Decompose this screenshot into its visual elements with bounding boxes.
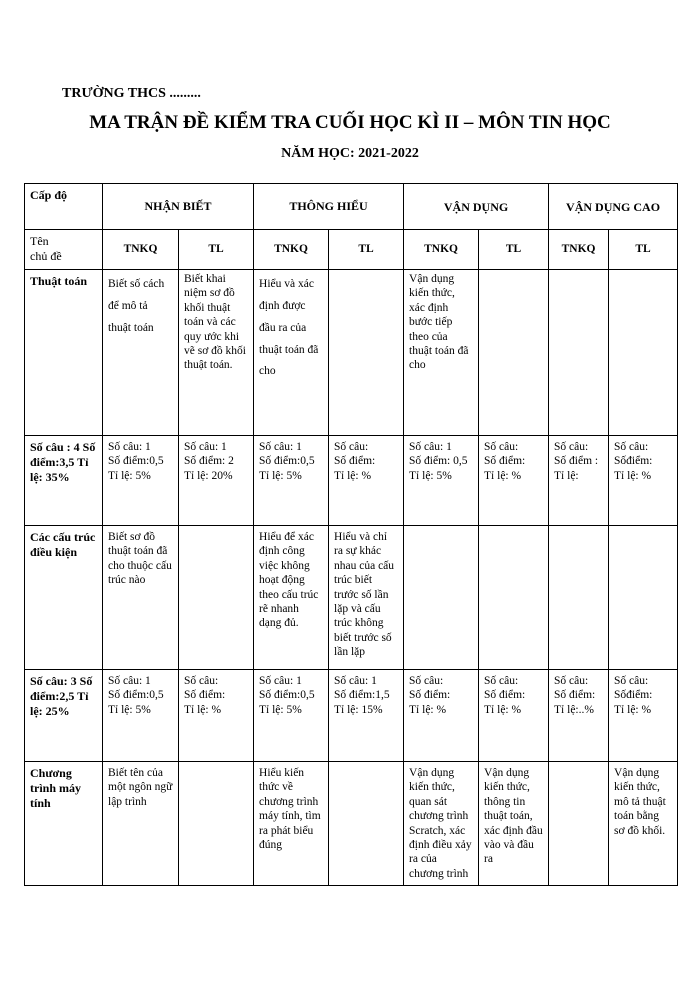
stat-so-cau: Số câu: bbox=[554, 675, 589, 687]
content-cell bbox=[549, 526, 609, 670]
stat-so-diem: Số điểm: 2 bbox=[184, 455, 234, 468]
summary-ti-le: Tỉ lệ: 35% bbox=[30, 455, 89, 484]
stat-so-diem: Số điểm:1,5 bbox=[334, 689, 390, 702]
stat-ti-le: Tỉ lệ: 20% bbox=[184, 469, 233, 482]
content-cell: Biết số cách để mô tả thuật toán bbox=[103, 270, 179, 436]
content-cell: Hiểu kiến thức về chương trình máy tính, tìm ra phát biểu đúng bbox=[254, 762, 329, 886]
stat-so-diem: Số điểm : bbox=[554, 455, 599, 468]
subcol-tnkq: TNKQ bbox=[404, 230, 479, 270]
header-row-levels bbox=[25, 184, 678, 230]
ten-chu-de-label bbox=[25, 230, 103, 270]
stat-so-cau: Số câu: bbox=[614, 675, 649, 687]
stat-cell bbox=[609, 436, 678, 526]
stat-ti-le: Tỉ lệ: 5% bbox=[108, 703, 151, 716]
content-cell: Hiểu để xác định công việc không hoạt động theo cấu trúc rẽ nhanh dạng đủ. bbox=[254, 526, 329, 670]
stat-cell bbox=[179, 670, 254, 762]
subcol-tl: TL bbox=[179, 230, 254, 270]
content-cell bbox=[329, 762, 404, 886]
stat-so-cau: Số câu: bbox=[334, 441, 369, 453]
stat-cell bbox=[479, 436, 549, 526]
stat-ti-le: Tỉ lệ: 5% bbox=[259, 469, 302, 482]
content-cell: Vận dụng kiến thức, xác định bước tiếp theo của thuật toán đã cho bbox=[404, 270, 479, 436]
stat-cell bbox=[329, 436, 404, 526]
content-cell bbox=[549, 762, 609, 886]
stat-so-diem: Số điểm: 0,5 bbox=[409, 455, 468, 468]
topic-summary bbox=[25, 670, 103, 762]
subcol-tl: TL bbox=[609, 230, 678, 270]
stat-so-diem: Số điểm:0,5 bbox=[259, 689, 315, 702]
content-cell: Vận dụng kiến thức, quan sát chương trình Scratch, xác định điều xảy ra của chương trình bbox=[404, 762, 479, 886]
content-cell bbox=[179, 526, 254, 670]
stat-cell bbox=[254, 670, 329, 762]
stat-so-diem: Số điểm:0,5 bbox=[108, 455, 164, 468]
topic-summary bbox=[25, 436, 103, 526]
ten-label: Tên bbox=[30, 234, 49, 248]
topic-name: Thuật toán bbox=[25, 270, 103, 436]
content-cell bbox=[609, 270, 678, 436]
content-cell bbox=[479, 526, 549, 670]
content-cell bbox=[549, 270, 609, 436]
school-name: TRƯỜNG THCS ......... bbox=[62, 86, 201, 101]
content-cell bbox=[329, 270, 404, 436]
summary-so-cau: Số câu: 3 bbox=[30, 674, 77, 688]
document-title: MA TRẬN ĐỀ KIỂM TRA CUỐI HỌC KÌ II – MÔN TIN HỌC bbox=[89, 112, 611, 133]
stat-cell bbox=[609, 670, 678, 762]
level-thong-hieu: THÔNG HIỂU bbox=[254, 184, 404, 230]
stat-so-cau: Số câu: 1 bbox=[108, 675, 151, 687]
content-cell bbox=[479, 270, 549, 436]
stat-cell bbox=[329, 670, 404, 762]
stat-so-diem: Sốđiểm: bbox=[614, 455, 653, 468]
stat-so-cau: Số câu: 1 bbox=[108, 441, 151, 453]
level-van-dung-cao: VẬN DỤNG CAO bbox=[549, 184, 678, 230]
chu-de-label: chủ đề bbox=[30, 249, 62, 263]
stat-so-cau: Số câu: bbox=[484, 675, 519, 687]
stat-ti-le: Tỉ lệ: % bbox=[484, 703, 522, 716]
exam-matrix-table bbox=[24, 183, 678, 886]
level-van-dung: VẬN DỤNG bbox=[404, 184, 549, 230]
stat-cell bbox=[549, 670, 609, 762]
stat-ti-le: Tỉ lệ: % bbox=[409, 703, 447, 716]
stat-so-cau: Số câu: bbox=[614, 441, 649, 453]
stat-so-cau: Số câu: bbox=[554, 441, 589, 453]
stat-ti-le: Tỉ lệ: % bbox=[614, 469, 652, 482]
stat-ti-le: Tỉ lệ: % bbox=[484, 469, 522, 482]
topic-name: Chương trình máy tính bbox=[25, 762, 103, 886]
summary-so-diem: Số điểm:2,5 bbox=[30, 674, 93, 703]
stat-cell bbox=[404, 436, 479, 526]
stat-ti-le: Tỉ lệ:..% bbox=[554, 703, 594, 716]
stat-so-diem: Sốđiểm: bbox=[614, 689, 653, 702]
topic-name: Các cấu trúc điều kiện bbox=[25, 526, 103, 670]
stat-so-diem: Số điểm: bbox=[184, 689, 226, 702]
stat-cell bbox=[404, 670, 479, 762]
stat-so-diem: Số điểm: bbox=[484, 455, 526, 468]
stat-cell bbox=[103, 670, 179, 762]
stat-so-cau: Số câu: 1 bbox=[409, 441, 452, 453]
stat-so-diem: Số điểm:0,5 bbox=[108, 689, 164, 702]
stat-ti-le: Tỉ lệ: % bbox=[334, 469, 372, 482]
stats-row-cau-truc-dieu-kien bbox=[25, 670, 678, 762]
summary-ti-le: Tỉ lệ: 25% bbox=[30, 689, 89, 718]
level-nhan-biet: NHẬN BIẾT bbox=[103, 184, 254, 230]
stat-so-diem: Số điểm: bbox=[554, 689, 596, 702]
stat-ti-le: Tỉ lệ: 5% bbox=[409, 469, 452, 482]
topic-row-chuong-trinh-may-tinh bbox=[25, 762, 678, 886]
stat-so-cau: Số câu: 1 bbox=[334, 675, 377, 687]
stat-cell bbox=[479, 670, 549, 762]
summary-so-diem: Số điểm:3,5 bbox=[30, 440, 96, 469]
stat-so-diem: Số điểm: bbox=[484, 689, 526, 702]
content-cell: Vận dụng kiến thức, mô tả thuật toán bằng sơ đồ khối. bbox=[609, 762, 678, 886]
stat-so-cau: Số câu: bbox=[409, 675, 444, 687]
content-cell: Biết khai niệm sơ đồ khối thuật toán và các quy ước khi vẽ sơ đồ khối thuật toán. bbox=[179, 270, 254, 436]
stat-cell bbox=[179, 436, 254, 526]
stat-so-diem: Số điểm: bbox=[334, 455, 376, 468]
stat-so-cau: Số câu: bbox=[184, 675, 219, 687]
stat-so-cau: Số câu: 1 bbox=[184, 441, 227, 453]
content-cell bbox=[609, 526, 678, 670]
stat-ti-le: Tỉ lệ: bbox=[554, 469, 579, 482]
stat-ti-le: Tỉ lệ: % bbox=[184, 703, 222, 716]
stat-ti-le: Tỉ lệ: 15% bbox=[334, 703, 383, 716]
content-cell bbox=[179, 762, 254, 886]
cap-do-label: Cấp độ bbox=[25, 184, 103, 230]
topic-row-thuat-toan bbox=[25, 270, 678, 436]
summary-so-cau: Số câu : 4 bbox=[30, 440, 80, 454]
stat-cell bbox=[103, 436, 179, 526]
subcol-tnkq: TNKQ bbox=[254, 230, 329, 270]
stat-so-diem: Số điểm:0,5 bbox=[259, 455, 315, 468]
stat-so-diem: Số điểm: bbox=[409, 689, 451, 702]
content-cell: Vận dụng kiến thức, thông tin thuật toán, xác định đầu vào và đầu ra bbox=[479, 762, 549, 886]
stats-row-thuat-toan bbox=[25, 436, 678, 526]
subcol-tl: TL bbox=[329, 230, 404, 270]
stat-so-cau: Số câu: 1 bbox=[259, 675, 302, 687]
stat-so-cau: Số câu: 1 bbox=[259, 441, 302, 453]
stat-ti-le: Tỉ lệ: 5% bbox=[259, 703, 302, 716]
stat-cell bbox=[549, 436, 609, 526]
content-cell: Hiểu và chỉ ra sự khác nhau của cấu trúc biết trước số lần lặp và cấu trúc không biết trước số lần lặp bbox=[329, 526, 404, 670]
stat-ti-le: Tỉ lệ: % bbox=[614, 703, 652, 716]
topic-row-cau-truc-dieu-kien bbox=[25, 526, 678, 670]
subcol-tnkq: TNKQ bbox=[103, 230, 179, 270]
school-year: NĂM HỌC: 2021-2022 bbox=[281, 146, 419, 161]
content-cell: Hiểu và xác định được đầu ra của thuật toán đã cho bbox=[254, 270, 329, 436]
stat-cell bbox=[254, 436, 329, 526]
stat-ti-le: Tỉ lệ: 5% bbox=[108, 469, 151, 482]
stat-so-cau: Số câu: bbox=[484, 441, 519, 453]
header-row-subcols bbox=[25, 230, 678, 270]
content-cell: Biết sơ đồ thuật toán đã cho thuộc cấu trúc nào bbox=[103, 526, 179, 670]
content-cell: Biết tên của một ngôn ngữ lập trình bbox=[103, 762, 179, 886]
content-cell bbox=[404, 526, 479, 670]
subcol-tnkq: TNKQ bbox=[549, 230, 609, 270]
subcol-tl: TL bbox=[479, 230, 549, 270]
